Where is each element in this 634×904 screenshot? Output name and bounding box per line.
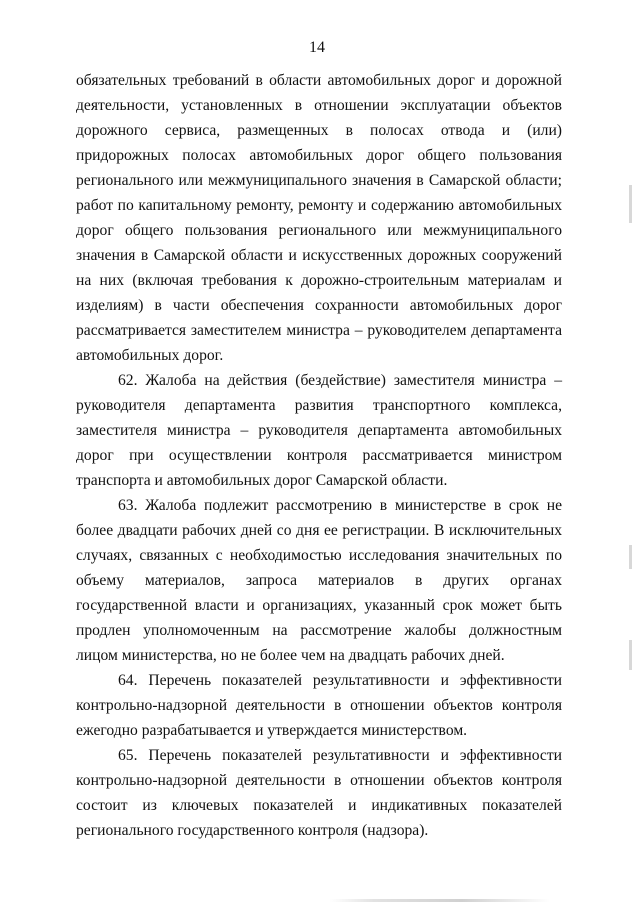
scan-artifact — [629, 185, 632, 223]
document-body — [76, 68, 562, 843]
paragraph-65: 65. Перечень показателей результативности и эффективности контрольно-надзорной деятельности в отношении объектов контроля состоит из ключевых показателей и индикативных показателей регионального государственного контроля (надзора). — [76, 747, 562, 839]
scan-artifact — [629, 545, 632, 569]
paragraph-62: 62. Жалоба на действия (бездействие) заместителя министра – руководителя департамента развития транспортного комплекса, заместителя министра – руководителя департамента автомобильных дорог при осуществлении контроля рассматривается министром транспорта и автомобильных дорог Самарской области. — [76, 372, 562, 489]
paragraph-64: 64. Перечень показателей результативности и эффективности контрольно-надзорной деятельности в отношении объектов контроля ежегодно разрабатывается и утверждается министерством. — [76, 672, 562, 739]
paragraph-63: 63. Жалоба подлежит рассмотрению в министерстве в срок не более двадцати рабочих дней со дня ее регистрации. В исключительных случаях, связанных с необходимостью исследования значительных по объему материалов, запроса материалов в других органах государственной власти и организациях, указанный срок может быть продлен уполномоченным на рассмотрение жалобы должностным лицом министерства, но не более чем на двадцать рабочих дней. — [76, 497, 562, 664]
scan-artifact — [330, 899, 550, 902]
paragraph-continuation: обязательных требований в области автомобильных дорог и дорожной деятельности, установленных в отношении эксплуатации объектов дорожного сервиса, размещенных в полосах отвода и (или) придорожных полосах автомобильных дорог общего пользования регионального или межмуниципального значения в Самарской области; работ по капитальному ремонту, ремонту и содержанию автомобильных дорог общего пользования регионального или межмуниципального значения в Самарской области и искусственных дорожных сооружений на них (включая требования к дорожно-строительным материалам и изделиям) в части обеспечения сохранности автомобильных дорог рассматривается заместителем министра – руководителем департамента автомобильных дорог. — [76, 72, 562, 364]
page-number: 14 — [309, 39, 325, 56]
scan-artifact — [629, 640, 632, 670]
